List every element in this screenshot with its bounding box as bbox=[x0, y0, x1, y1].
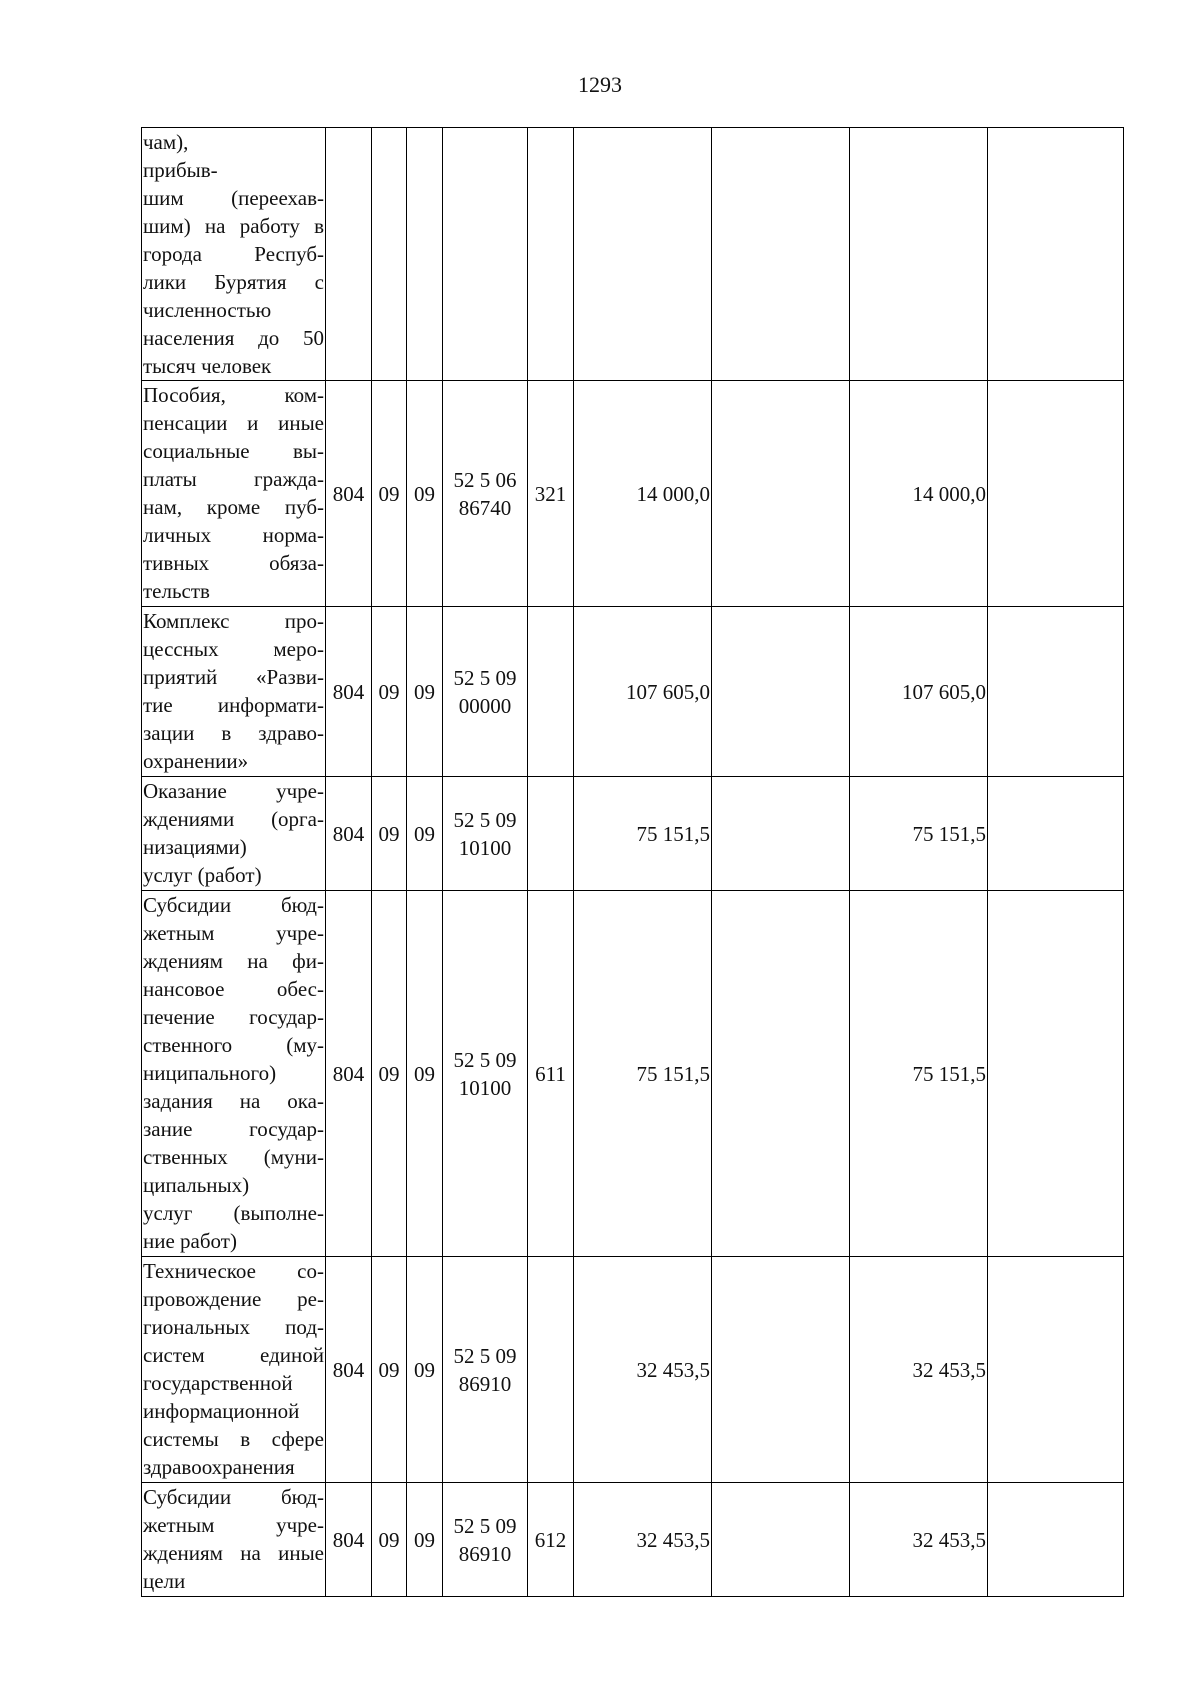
row-name bbox=[142, 1257, 326, 1483]
ved-code: 804 bbox=[326, 381, 372, 607]
target-article-code-part: 52 5 09 bbox=[453, 665, 517, 690]
row-name-line: низациями) bbox=[143, 835, 247, 859]
row-name-line: системы в сфере bbox=[143, 1427, 324, 1451]
amount-4 bbox=[988, 1483, 1124, 1597]
row-name-line: численностью bbox=[143, 298, 272, 322]
section-code: 09 bbox=[372, 777, 407, 891]
subsection-code: 09 bbox=[407, 381, 443, 607]
subsection-code bbox=[407, 128, 443, 381]
expense-type-code bbox=[528, 128, 574, 381]
row-name-line: систем единой bbox=[143, 1343, 324, 1367]
target-article-code-part: 52 5 09 bbox=[453, 807, 517, 832]
row-name-line: государственной bbox=[143, 1371, 293, 1395]
subsection-code: 09 bbox=[407, 1483, 443, 1597]
target-article-code bbox=[443, 1483, 528, 1597]
table-row bbox=[142, 381, 1124, 607]
row-name-line: гиональных под- bbox=[143, 1315, 324, 1339]
row-name-line: ципальных) bbox=[143, 1173, 250, 1197]
row-name-line: ственного (му- bbox=[143, 1033, 324, 1057]
section-code: 09 bbox=[372, 381, 407, 607]
row-name-line: приятий «Разви- bbox=[143, 665, 324, 689]
target-article-code bbox=[443, 607, 528, 777]
row-name-line: ждениями (орга- bbox=[143, 807, 324, 831]
subsection-code: 09 bbox=[407, 777, 443, 891]
target-article-code bbox=[443, 777, 528, 891]
subsection-code: 09 bbox=[407, 891, 443, 1257]
target-article-code-part: 86910 bbox=[458, 1371, 512, 1396]
amount-4 bbox=[988, 891, 1124, 1257]
amount-1 bbox=[574, 128, 712, 381]
amount-4 bbox=[988, 381, 1124, 607]
target-article-code-part: 52 5 09 bbox=[453, 1513, 517, 1538]
amount-2 bbox=[712, 891, 850, 1257]
row-name-line: печение государ- bbox=[143, 1005, 324, 1029]
section-code: 09 bbox=[372, 891, 407, 1257]
section-code: 09 bbox=[372, 1483, 407, 1597]
table-row bbox=[142, 891, 1124, 1257]
page-number: 1293 bbox=[578, 72, 622, 97]
amount-1: 14 000,0 bbox=[574, 381, 712, 607]
row-name bbox=[142, 381, 326, 607]
row-name-line: города Респуб- bbox=[143, 242, 324, 266]
row-name-line: тие информати- bbox=[143, 693, 324, 717]
amount-1: 32 453,5 bbox=[574, 1483, 712, 1597]
row-name bbox=[142, 1483, 326, 1597]
budget-table bbox=[141, 127, 1124, 1597]
row-name-line: жетным учре- bbox=[143, 1513, 324, 1537]
amount-2 bbox=[712, 1483, 850, 1597]
row-name-line: населения до 50 bbox=[143, 326, 324, 350]
amount-4 bbox=[988, 777, 1124, 891]
expense-type-code bbox=[528, 607, 574, 777]
table-row bbox=[142, 607, 1124, 777]
amount-2 bbox=[712, 777, 850, 891]
expense-type-code: 321 bbox=[528, 381, 574, 607]
row-name-line: услуг (выполне- bbox=[143, 1201, 324, 1225]
amount-3: 32 453,5 bbox=[850, 1257, 988, 1483]
row-name-line: информационной bbox=[143, 1399, 300, 1423]
row-name-line: здравоохранения bbox=[143, 1455, 295, 1479]
row-name-line: тысяч человек bbox=[143, 354, 272, 378]
expense-type-code: 611 bbox=[528, 891, 574, 1257]
amount-4 bbox=[988, 1257, 1124, 1483]
target-article-code-part: 52 5 09 bbox=[453, 1047, 517, 1072]
row-name-line: Оказание учре- bbox=[143, 779, 324, 803]
row-name-line: нансовое обес- bbox=[143, 977, 324, 1001]
row-name-line: ждениям на иные bbox=[143, 1541, 324, 1565]
row-name bbox=[142, 777, 326, 891]
ved-code bbox=[326, 128, 372, 381]
row-name-line: прибыв- bbox=[143, 158, 218, 182]
target-article-code-part: 86740 bbox=[458, 495, 512, 520]
ved-code: 804 bbox=[326, 607, 372, 777]
table-row bbox=[142, 777, 1124, 891]
amount-1: 107 605,0 bbox=[574, 607, 712, 777]
row-name-line: тельств bbox=[143, 579, 210, 603]
subsection-code: 09 bbox=[407, 607, 443, 777]
ved-code: 804 bbox=[326, 777, 372, 891]
section-code: 09 bbox=[372, 607, 407, 777]
ved-code: 804 bbox=[326, 1483, 372, 1597]
target-article-code-part: 00000 bbox=[458, 693, 512, 718]
section-code bbox=[372, 128, 407, 381]
row-name-line: ниципального) bbox=[143, 1061, 277, 1085]
row-name-line: охранении» bbox=[143, 749, 249, 773]
target-article-code bbox=[443, 1257, 528, 1483]
amount-1: 75 151,5 bbox=[574, 777, 712, 891]
target-article-code-part: 10100 bbox=[458, 835, 512, 860]
target-article-code bbox=[443, 381, 528, 607]
target-article-code-part: 10100 bbox=[458, 1075, 512, 1100]
row-name-line: Субсидии бюд- bbox=[143, 1485, 324, 1509]
row-name-line: личных норма- bbox=[143, 523, 324, 547]
ved-code: 804 bbox=[326, 1257, 372, 1483]
row-name-line: зации в здраво- bbox=[143, 721, 324, 745]
amount-3: 107 605,0 bbox=[850, 607, 988, 777]
amount-3: 32 453,5 bbox=[850, 1483, 988, 1597]
row-name-line: пенсации и иные bbox=[143, 411, 324, 435]
section-code: 09 bbox=[372, 1257, 407, 1483]
table-row bbox=[142, 1483, 1124, 1597]
row-name-line: жетным учре- bbox=[143, 921, 324, 945]
row-name-line: цессных меро- bbox=[143, 637, 324, 661]
target-article-code-part: 52 5 09 bbox=[453, 1343, 517, 1368]
row-name-line: социальные вы- bbox=[143, 439, 324, 463]
amount-1: 75 151,5 bbox=[574, 891, 712, 1257]
row-name-line: зание государ- bbox=[143, 1117, 324, 1141]
row-name-line: шим (переехав- bbox=[143, 186, 324, 210]
ved-code: 804 bbox=[326, 891, 372, 1257]
amount-4 bbox=[988, 128, 1124, 381]
expense-type-code bbox=[528, 1257, 574, 1483]
row-name bbox=[142, 891, 326, 1257]
row-name-line: платы гражда- bbox=[143, 467, 324, 491]
amount-3: 14 000,0 bbox=[850, 381, 988, 607]
amount-1: 32 453,5 bbox=[574, 1257, 712, 1483]
subsection-code: 09 bbox=[407, 1257, 443, 1483]
target-article-code bbox=[443, 128, 528, 381]
row-name-line: тивных обяза- bbox=[143, 551, 324, 575]
amount-3: 75 151,5 bbox=[850, 777, 988, 891]
expense-type-code bbox=[528, 777, 574, 891]
amount-2 bbox=[712, 128, 850, 381]
row-name-line: шим) на работу в bbox=[143, 214, 324, 238]
row-name-line: провождение ре- bbox=[143, 1287, 324, 1311]
row-name-line: цели bbox=[143, 1569, 186, 1593]
target-article-code-part: 52 5 06 bbox=[453, 467, 517, 492]
table-row bbox=[142, 1257, 1124, 1483]
expense-type-code: 612 bbox=[528, 1483, 574, 1597]
amount-2 bbox=[712, 381, 850, 607]
amount-4 bbox=[988, 607, 1124, 777]
amount-3: 75 151,5 bbox=[850, 891, 988, 1257]
amount-3 bbox=[850, 128, 988, 381]
amount-2 bbox=[712, 1257, 850, 1483]
row-name-line: Субсидии бюд- bbox=[143, 893, 324, 917]
row-name-line: лики Бурятия с bbox=[143, 270, 324, 294]
row-name-line: услуг (работ) bbox=[143, 863, 262, 887]
amount-2 bbox=[712, 607, 850, 777]
row-name-line: Комплекс про- bbox=[143, 609, 324, 633]
target-article-code bbox=[443, 891, 528, 1257]
row-name-line: Пособия, ком- bbox=[143, 383, 324, 407]
row-name-line: задания на ока- bbox=[143, 1089, 324, 1113]
target-article-code-part: 86910 bbox=[458, 1541, 512, 1566]
row-name-line: нам, кроме пуб- bbox=[143, 495, 324, 519]
row-name-line: ждениям на фи- bbox=[143, 949, 324, 973]
row-name bbox=[142, 128, 326, 381]
row-name-line: ние работ) bbox=[143, 1229, 237, 1253]
row-name-line: чам), bbox=[143, 130, 189, 154]
table-row bbox=[142, 128, 1124, 381]
row-name-line: ственных (муни- bbox=[143, 1145, 324, 1169]
row-name-line: Техническое со- bbox=[143, 1259, 324, 1283]
table-body bbox=[142, 128, 1124, 1597]
row-name bbox=[142, 607, 326, 777]
